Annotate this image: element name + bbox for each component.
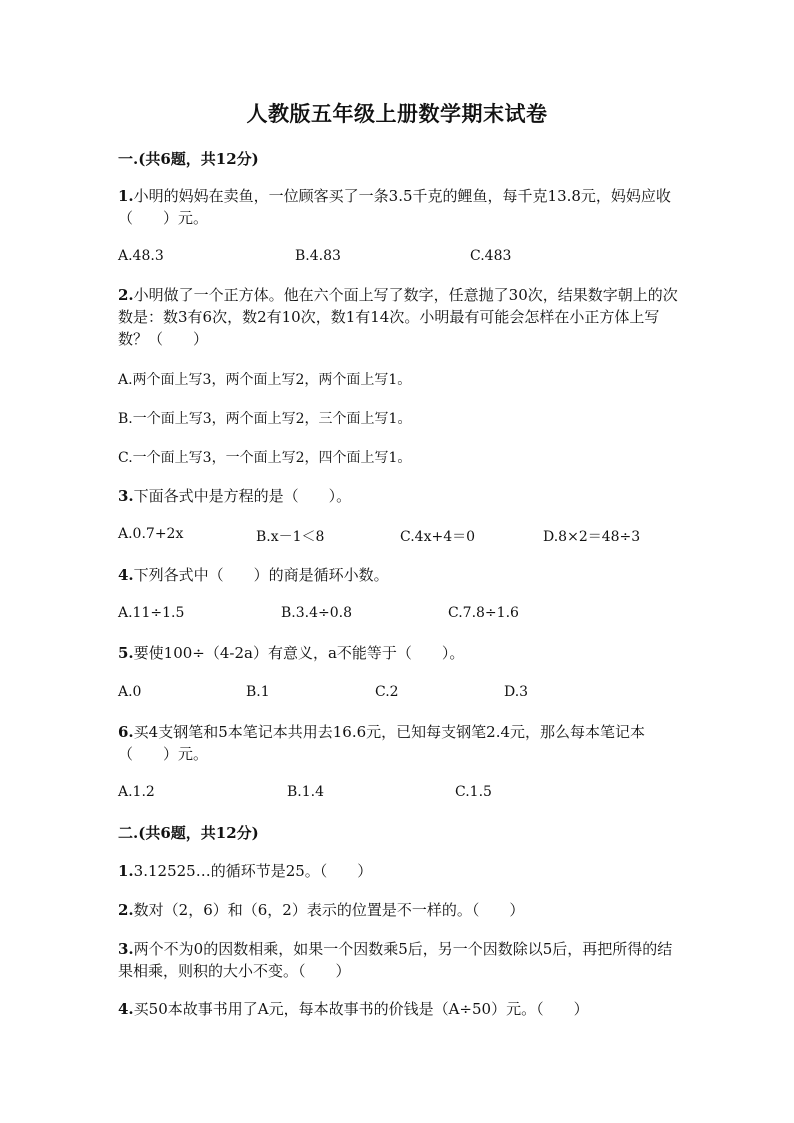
option-d: D.8×2＝48÷3 xyxy=(543,529,641,545)
option-a: A.48.3 xyxy=(118,248,164,264)
question-text: 小明做了一个正方体。他在六个面上写了数字，任意抛了30次，结果数字朝上的次数是：数3有6次，数2有10次，数1有14次。小明最有可能会怎样在小正方体上写数？（ ） xyxy=(118,286,678,348)
question-1-1 xyxy=(118,185,678,229)
option-c: C.2 xyxy=(375,684,399,700)
question-text: 下列各式中（ ）的商是循环小数。 xyxy=(133,566,389,584)
option-a: A.两个面上写3，两个面上写2，两个面上写1。 xyxy=(118,372,412,388)
question-text: 数对（2，6）和（6，2）表示的位置是不一样的。（ ） xyxy=(133,901,525,919)
question-2-4 xyxy=(118,998,678,1020)
question-number: 2. xyxy=(118,286,134,304)
option-a: A.11÷1.5 xyxy=(118,605,185,621)
page-title: 人教版五年级上册数学期末试卷 xyxy=(246,101,548,126)
question-text: 小明的妈妈在卖鱼，一位顾客买了一条3.5千克的鲤鱼，每千克13.8元，妈妈应收（ ）元。 xyxy=(118,187,671,227)
question-number: 1. xyxy=(118,862,134,880)
question-number: 4. xyxy=(118,566,134,584)
option-b: B.3.4÷0.8 xyxy=(281,605,352,621)
question-1-2 xyxy=(118,284,678,350)
option-b: B.1 xyxy=(246,684,270,700)
question-1-5 xyxy=(118,642,678,664)
question-text: 3.12525…的循环节是25。（ ） xyxy=(133,862,373,880)
question-text: 买50本故事书用了A元，每本故事书的价钱是（A÷50）元。（ ） xyxy=(133,1000,589,1018)
question-1-3 xyxy=(118,485,678,507)
question-number: 5. xyxy=(118,644,134,662)
option-a: A.1.2 xyxy=(118,784,155,800)
option-b: B.1.4 xyxy=(287,784,325,800)
option-c: C.1.5 xyxy=(455,784,492,800)
section-1-heading: 一.(共6题，共12分) xyxy=(118,150,259,168)
option-b: B.一个面上写3，两个面上写2，三个面上写1。 xyxy=(118,411,412,427)
question-text: 要使100÷（4-2a）有意义，a不能等于（ ）。 xyxy=(133,644,465,662)
option-b: B.4.83 xyxy=(295,248,341,264)
question-text: 下面各式中是方程的是（ ）。 xyxy=(133,487,352,505)
option-d: D.3 xyxy=(504,684,529,700)
option-a: A.0 xyxy=(118,684,142,700)
question-number: 3. xyxy=(118,487,134,505)
question-number: 1. xyxy=(118,187,134,205)
question-number: 2. xyxy=(118,901,134,919)
question-number: 6. xyxy=(118,723,134,741)
option-a: A.0.7+2x xyxy=(118,526,184,542)
option-c: C.7.8÷1.6 xyxy=(448,605,519,621)
question-2-2 xyxy=(118,899,678,921)
question-1-4 xyxy=(118,564,678,586)
question-2-3 xyxy=(118,938,678,982)
option-c: C.483 xyxy=(470,248,512,264)
question-2-1 xyxy=(118,860,678,882)
question-text: 买4支钢笔和5本笔记本共用去16.6元，已知每支钢笔2.4元，那么每本笔记本（ ）元。 xyxy=(118,723,646,763)
question-text: 两个不为0的因数相乘，如果一个因数乘5后，另一个因数除以5后，再把所得的结果相乘，则积的大小不变。（ ） xyxy=(118,940,673,980)
question-number: 3. xyxy=(118,940,134,958)
option-b: B.x－1＜8 xyxy=(256,529,325,545)
option-c: C.一个面上写3，一个面上写2，四个面上写1。 xyxy=(118,450,412,466)
question-number: 4. xyxy=(118,1000,134,1018)
question-1-6 xyxy=(118,721,678,765)
option-c: C.4x+4＝0 xyxy=(400,529,476,545)
section-2-heading: 二.(共6题，共12分) xyxy=(118,824,259,842)
